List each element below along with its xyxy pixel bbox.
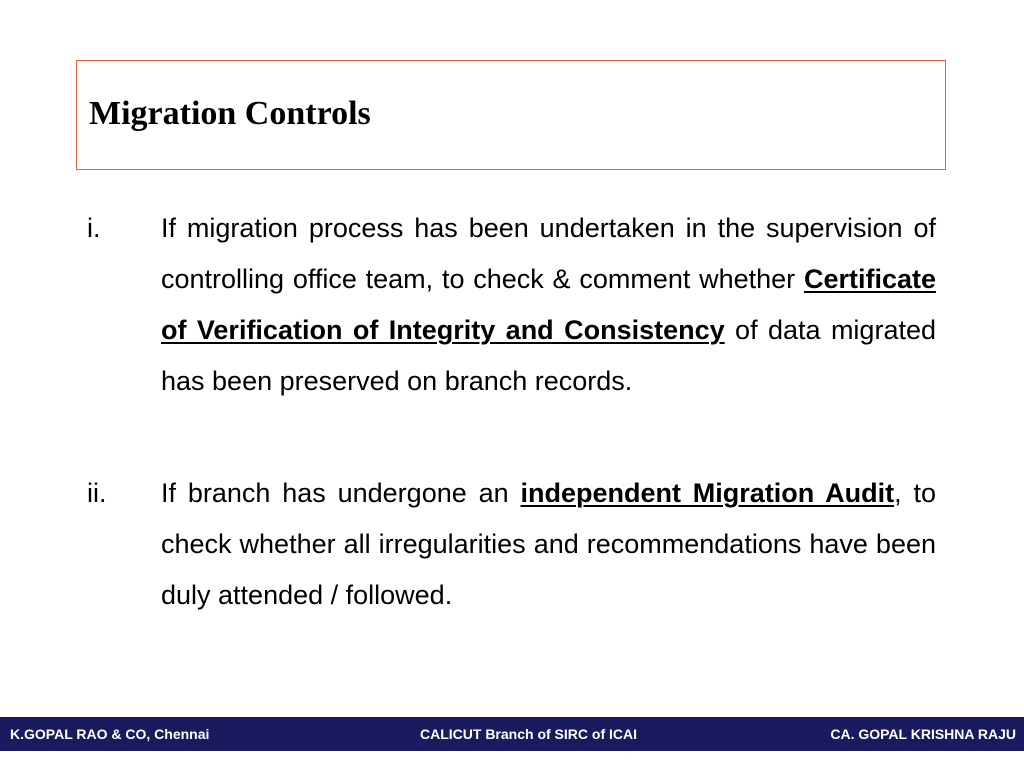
list-item-text	[161, 468, 936, 621]
footer-presenter-name: CA. GOPAL KRISHNA RAJU	[830, 726, 1016, 742]
footer-bar	[0, 717, 1024, 751]
footer-firm-name: K.GOPAL RAO & CO, Chennai	[10, 726, 210, 742]
slide-title: Migration Controls	[89, 95, 371, 132]
list-item-marker: i.	[87, 213, 101, 243]
text-segment: If branch has undergone an	[161, 478, 521, 508]
text-segment: If migration process has been undertaken in the supervision of controlling office team, to check & comment whether	[161, 213, 936, 294]
list-item-text	[161, 203, 936, 407]
list-item-marker: ii.	[87, 478, 107, 508]
emphasized-term: independent Migration Audit	[520, 478, 895, 508]
footer-branch-name: CALICUT Branch of SIRC of ICAI	[420, 726, 637, 742]
text-segment: , to check whether all irregularities and recommendations have been duly attended / followed.	[161, 478, 936, 610]
text-segment: of data migrated has been preserved on branch records.	[161, 315, 936, 396]
emphasized-term: Certificate of Verification of Integrity and Consistency	[161, 264, 936, 345]
